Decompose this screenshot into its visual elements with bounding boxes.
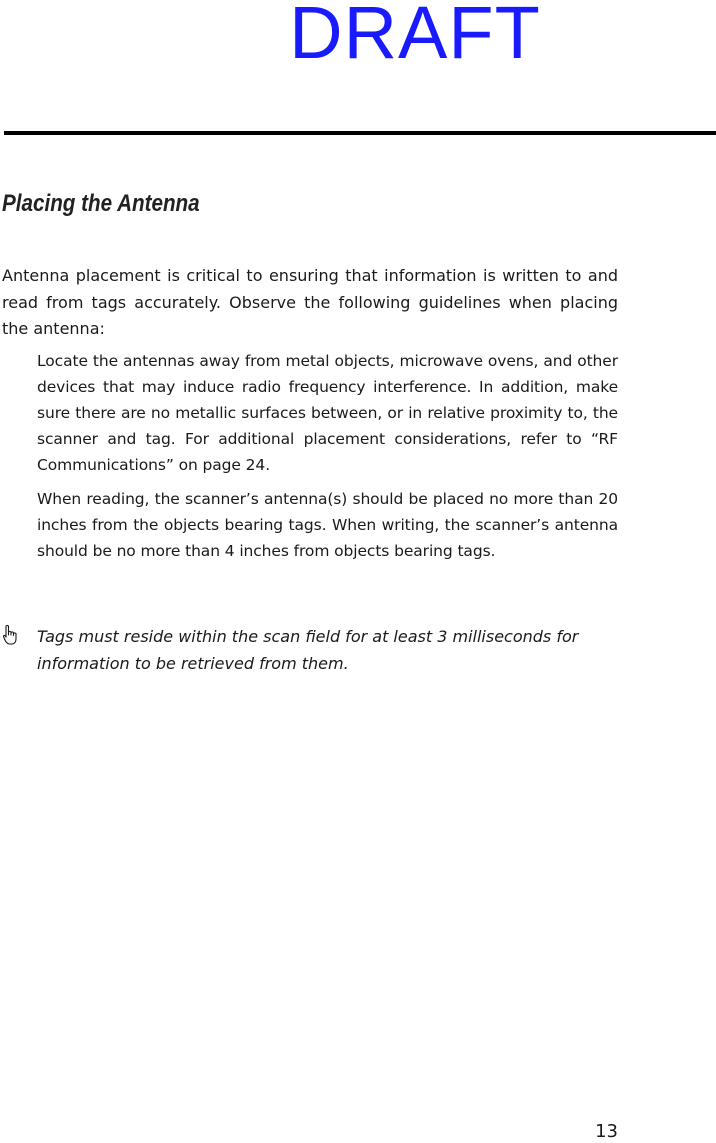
note-text: Tags must reside within the scan field for at least 3 milliseconds for information to be retrieved from them. — [37, 627, 579, 673]
header-rule — [4, 131, 716, 135]
pointing-hand-icon — [2, 624, 22, 648]
guideline-metal-objects: Locate the antennas away from metal objects, microwave ovens, and other devices that may induce radio frequency interference. In addition, make sure there are no metallic surfaces between, or in relative proximity to, the scanner and tag. For additional placement considerations, refer to “RF Communications” on page 24. — [37, 352, 618, 474]
section-title: Placing the Antenna — [2, 190, 200, 217]
draft-watermark: DRAFT — [289, 0, 541, 74]
page-number: 13 — [595, 1121, 618, 1142]
guideline-distance: When reading, the scanner’s antenna(s) should be placed no more than 20 inches from the objects bearing tags. When writing, the scanner’s antenna should be no more than 4 inches from objects bearing tags. — [37, 490, 618, 560]
intro-paragraph: Antenna placement is critical to ensuring that information is written to and read from tags accurately. Observe the following guidelines when placing the antenna: — [2, 266, 618, 338]
